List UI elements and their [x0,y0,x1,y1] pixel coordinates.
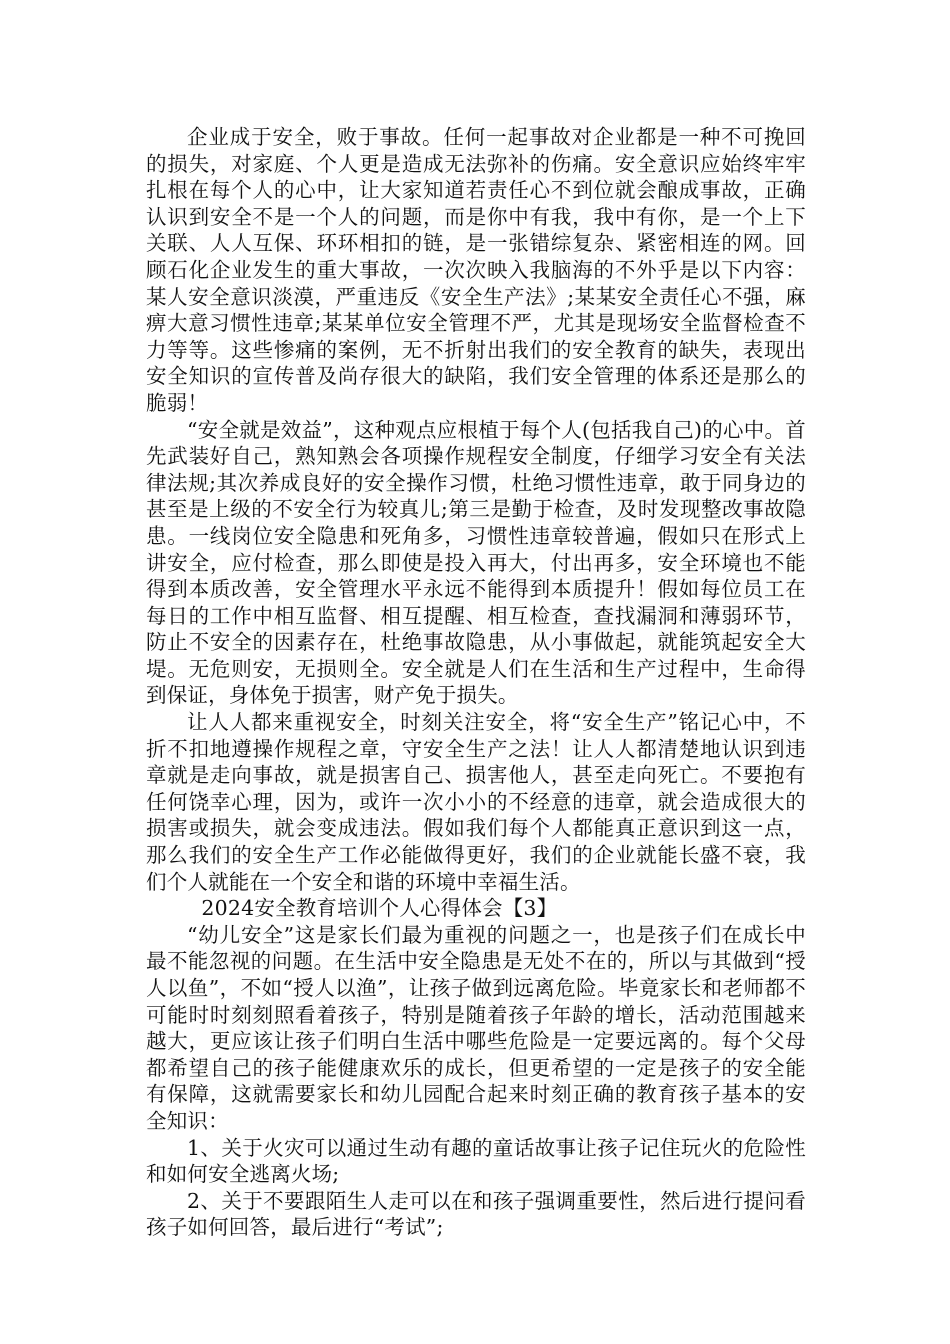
list-item-2: 2、关于不要跟陌生人走可以在和孩子强调重要性，然后进行提问看孩子如何回答，最后进行“考试”; [146,1188,806,1240]
document-page [146,124,806,1241]
paragraph-4: “幼儿安全”这是家长们最为重视的问题之一，也是孩子们在成长中最不能忽视的问题。在生活中安全隐患是无处不在的，所以与其做到“授人以鱼”，不如“授人以渔”，让孩子做到远离危险。毕竟家长和老师都不可能时时刻刻照看着孩子，特别是随着孩子年龄的增长，活动范围越来越大，更应该让孩子们明白生活中哪些危险是一定要远离的。每个父母都希望自己的孩子能健康欢乐的成长，但更希望的一定是孩子的安全能有保障，这就需要家长和幼儿园配合起来时刻正确的教育孩子基本的安全知识： [146,922,806,1133]
paragraph-1: 企业成于安全，败于事故。任何一起事故对企业都是一种不可挽回的损失，对家庭、个人更是造成无法弥补的伤痛。安全意识应始终牢牢扎根在每个人的心中，让大家知道若责任心不到位就会酿成事故，正确认识到安全不是一个人的问题，而是你中有我，我中有你，是一个上下关联、人人互保、环环相扣的链，是一张错综复杂、紧密相连的网。回顾石化企业发生的重大事故，一次次映入我脑海的不外乎是以下内容：某人安全意识淡漠，严重违反《安全生产法》;某某安全责任心不强，麻痹大意习惯性违章;某某单位安全管理不严，尤其是现场安全监督检查不力等等。这些惨痛的案例，无不折射出我们的安全教育的缺失，表现出安全知识的宣传普及尚存很大的缺陷，我们安全管理的体系还是那么的脆弱！ [146,125,806,415]
section-heading: 2024安全教育培训个人心得体会【3】 [201,896,558,921]
paragraph-2: “安全就是效益”，这种观点应根植于每个人(包括我自己)的心中。首先武装好自己，熟知熟会各项操作规程安全制度，仔细学习安全有关法律法规;其次养成良好的安全操作习惯，杜绝习惯性违章，敢于同身边的甚至是上级的不安全行为较真儿;第三是勤于检查，及时发现整改事故隐患。一线岗位安全隐患和死角多，习惯性违章较普遍，假如只在形式上讲安全，应付检查，那么即使是投入再大，付出再多，安全环境也不能得到本质改善，安全管理水平永远不能得到本质提升！假如每位员工在每日的工作中相互监督、相互提醒、相互检查，查找漏洞和薄弱环节，防止不安全的因素存在，杜绝事故隐患，从小事做起，就能筑起安全大堤。无危则安，无损则全。安全就是人们在生活和生产过程中，生命得到保证，身体免于损害，财产免于损失。 [146,417,806,708]
list-item-1: 1、关于火灾可以通过生动有趣的童话故事让孩子记住玩火的危险性和如何安全逃离火场; [146,1135,806,1187]
paragraph-3: 让人人都来重视安全，时刻关注安全，将“安全生产”铭记心中，不折不扣地遵操作规程之章，守安全生产之法！让人人都清楚地认识到违章就是走向事故，就是损害自己、损害他人，甚至走向死亡。不要抱有任何饶幸心理，因为，或许一次小小的不经意的违章，就会造成很大的损害或损失，就会变成违法。假如我们每个人都能真正意识到这一点，那么我们的安全生产工作必能做得更好，我们的企业就能长盛不衰，我们个人就能在一个安全和谐的环境中幸福生活。 [146,710,806,894]
